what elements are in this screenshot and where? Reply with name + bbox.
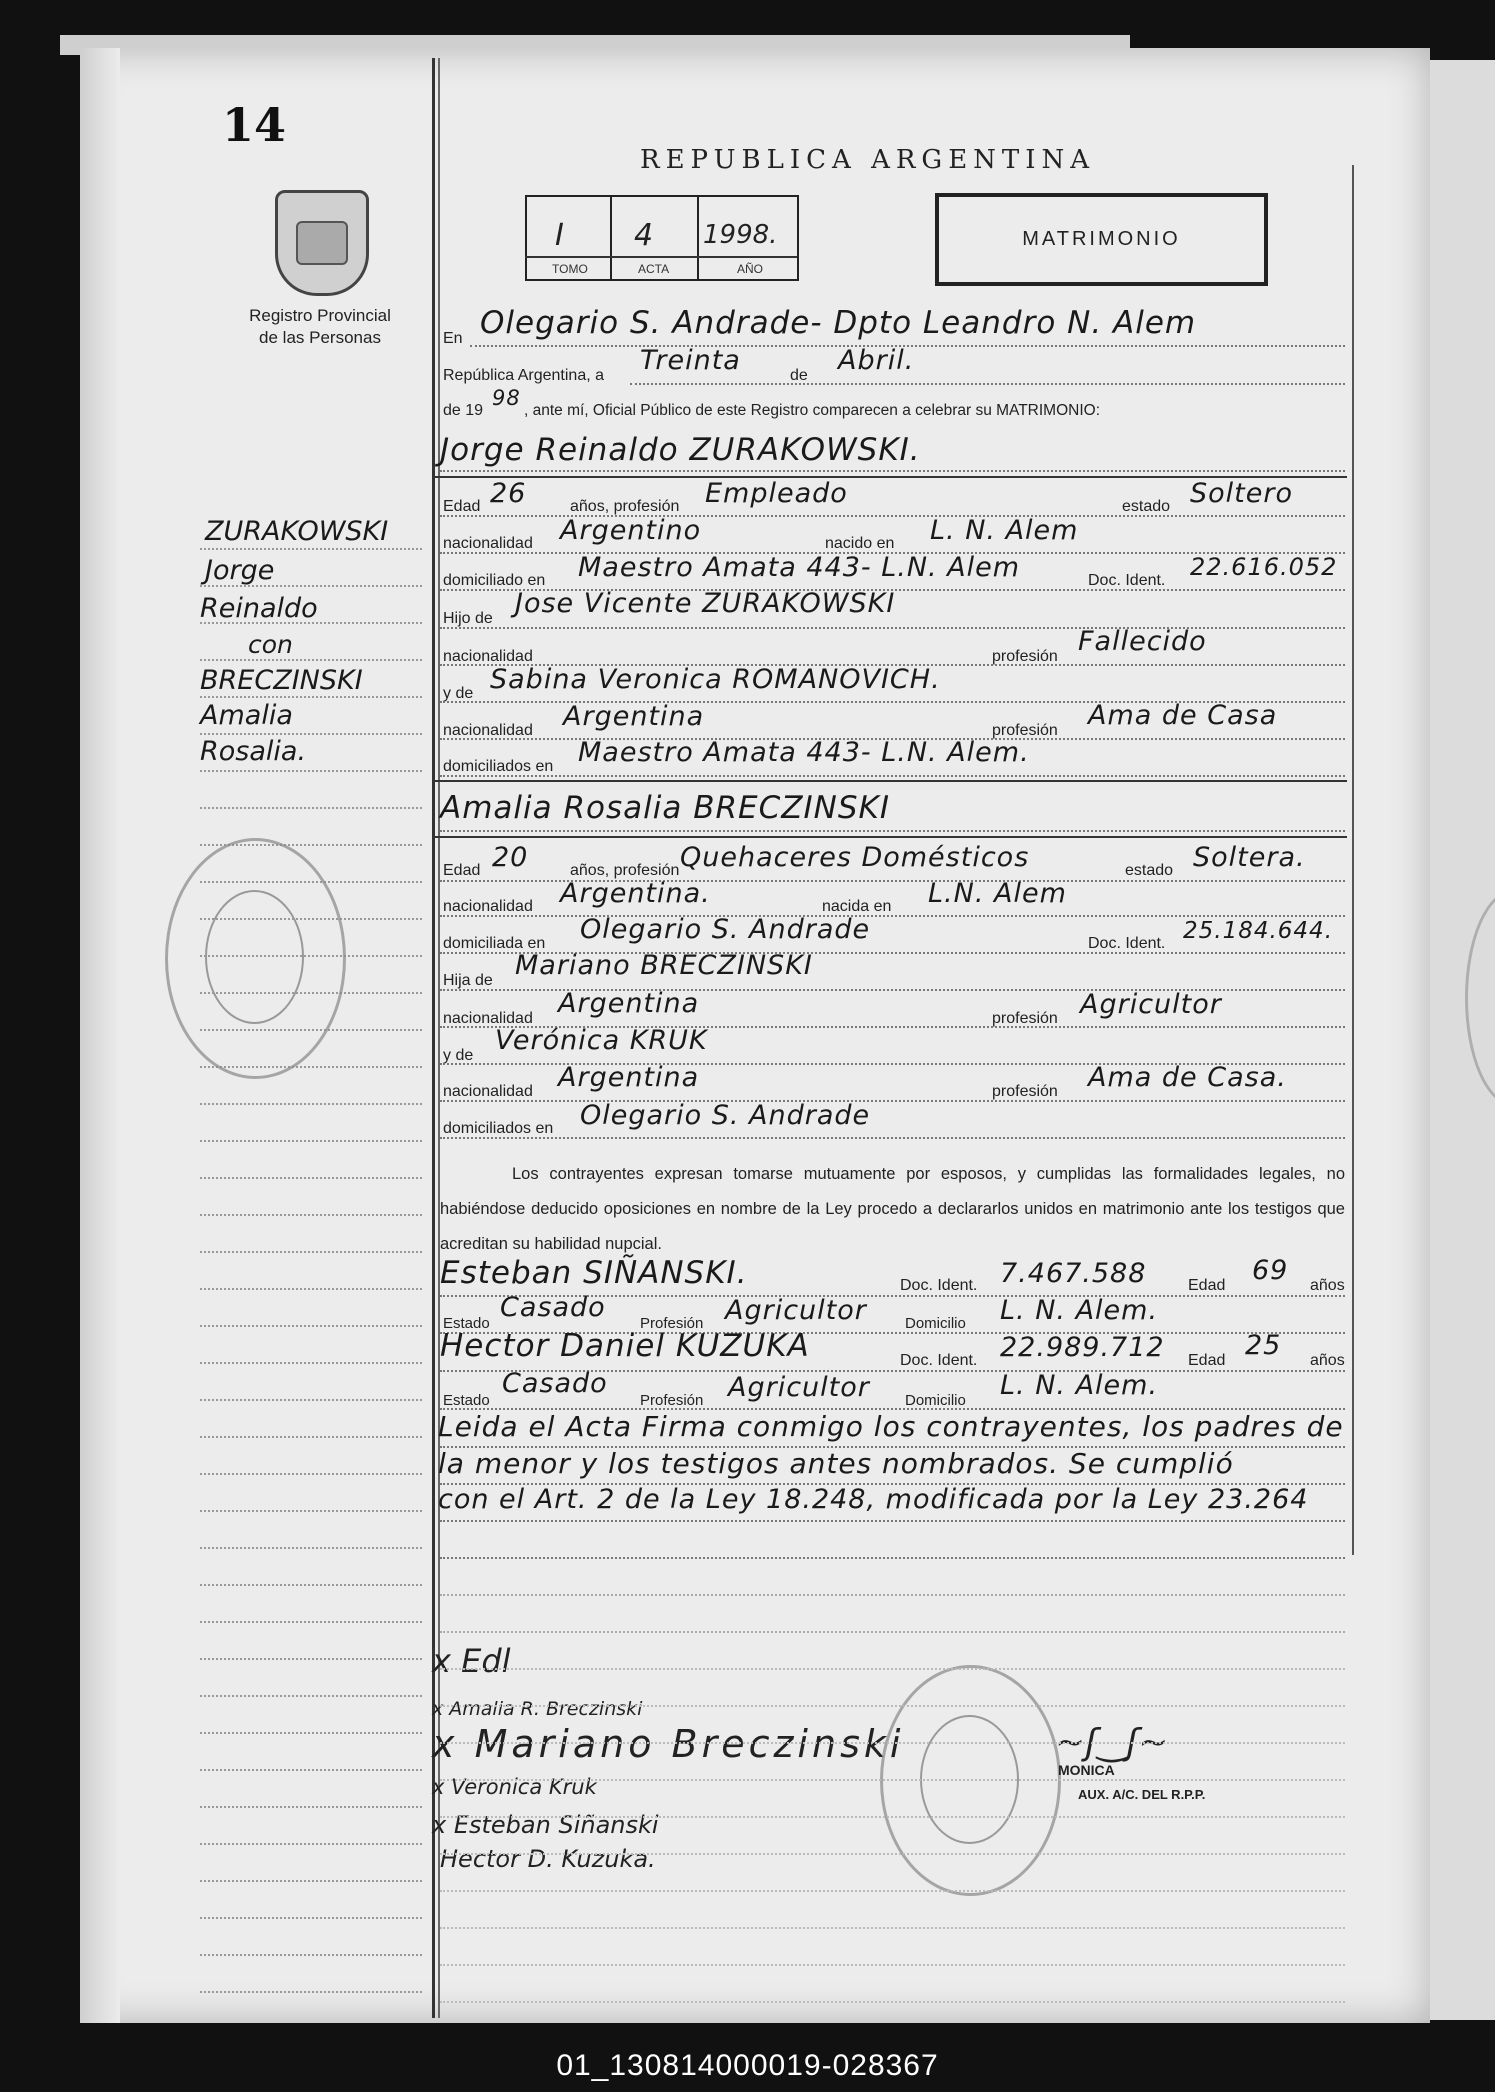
groom-profession: Empleado [705,478,848,509]
margin-line [200,1621,422,1623]
registry-name [200,305,440,349]
page-number: 14 [222,98,287,152]
bride-parents-address: Olegario S. Andrade [580,1100,871,1131]
witness-1-state-label: Estado [443,1315,490,1332]
republica-label: República Argentina, a [443,367,604,384]
witness-2-prof-label: Profesión [640,1392,704,1409]
lower-line [440,1853,1345,1855]
bride-birthplace: L.N. Alem [928,878,1067,909]
bride-father-profession: Agricultor [1080,989,1222,1020]
witness-1-age: 69 [1252,1255,1289,1286]
bride-mother-prof-label: profesión [992,1083,1058,1100]
bride-address-label: domiciliada en [443,935,546,952]
de-label: de [790,367,808,384]
document-header-country: REPUBLICA ARGENTINA [640,145,1096,175]
groom-age: 26 [490,478,527,509]
anio-value: 1998. [703,220,778,250]
margin-line [200,1214,422,1216]
line [440,1100,1345,1102]
margin-line [200,1991,422,1993]
registry-line-2: de las Personas [259,328,381,347]
bride-mother-label: y de [443,1047,474,1064]
bride-born-label: nacida en [822,898,892,915]
groom-mother-nationality: Argentina [563,701,705,732]
witness-1-age-label: Edad [1188,1277,1226,1294]
lower-line [440,1668,1345,1670]
official-stamp-line-2: AUX. A/C. DEL R.P.P. [1078,1787,1206,1802]
witness-2-years-label: años [1310,1352,1345,1369]
witness-1-doc-id: 7.467.588 [1000,1258,1147,1289]
margin-line [200,807,422,809]
line [630,383,1345,385]
margin-line [200,1325,422,1327]
lower-line [440,2001,1345,2003]
image-caption: 01_130814000019-028367 [0,2040,1495,2092]
signature-6: Hector D. Kuzuka. [440,1845,656,1873]
box-divider [697,195,699,279]
margin-line [200,1399,422,1401]
margin-line [200,1103,422,1105]
line [440,1137,1345,1139]
margin-line [200,1843,422,1845]
closing-line-1: Leida el Acta Firma conmigo los contrayentes, los padres de [438,1410,1344,1443]
line [440,1520,1345,1522]
groom-mother-profession: Ama de Casa [1088,700,1278,731]
right-margin-rule [1352,165,1354,1555]
bride-father-prof-label: profesión [992,1010,1058,1027]
lower-line [440,1927,1345,1929]
bride-age-label: Edad [443,862,481,879]
section-rule [432,836,1347,838]
witness-1-prof-label: Profesión [640,1315,704,1332]
witness-2-age-label: Edad [1188,1352,1226,1369]
place-value: Olegario S. Andrade- Dpto Leandro N. Alem [480,305,1197,341]
bride-civil-state: Soltera. [1193,842,1306,873]
witness-2-age: 25 [1245,1330,1282,1361]
witness-1-civil-state: Casado [500,1292,606,1323]
anio-label: AÑO [737,262,764,276]
margin-line [200,1510,422,1512]
bride-profession: Quehaceres Domésticos [680,842,1030,873]
bride-nationality: Argentina. [560,878,711,909]
margin-line [200,1917,422,1919]
official-stamp-line-1: MONICA [1058,1762,1115,1778]
registry-stamp-left-inner [205,890,304,1024]
groom-father: Jose Vicente ZURAKOWSKI [515,588,896,619]
lower-line [440,1742,1345,1744]
margin-line [200,1880,422,1882]
signature-1: x Edl [432,1642,511,1680]
witness-1-domicile-label: Domicilio [905,1315,966,1332]
groom-state-label: estado [1122,498,1171,515]
margin-line [200,585,422,587]
bride-mother: Verónica KRUK [495,1025,708,1056]
margin-line [200,1954,422,1956]
tomo-value: I [555,218,564,253]
margin-line [200,659,422,661]
groom-age-label: Edad [443,498,481,515]
box-divider [610,195,612,279]
signature-4: x Veronica Kruk [432,1775,597,1799]
margin-line [200,1695,422,1697]
groom-prof-label: años, profesión [570,498,680,515]
groom-born-label: nacido en [825,535,895,552]
tomo-label: TOMO [552,262,588,276]
witness-1-domicile: L. N. Alem. [1000,1295,1159,1326]
groom-doc-label: Doc. Ident. [1088,572,1166,589]
bride-father-nationality: Argentina [558,988,700,1019]
margin-line [200,548,422,550]
registry-line-1: Registro Provincial [249,306,391,325]
witness-2-domicile: L. N. Alem. [1000,1370,1159,1401]
witness-2-doc-id: 22.989.712 [1000,1332,1165,1363]
margin-line [200,1584,422,1586]
line [440,470,1345,472]
bride-daughter-label: Hija de [443,972,493,989]
witness-1-name: Esteban SIÑANSKI. [440,1255,748,1291]
bride-prof-label: años, profesión [570,862,680,879]
closing-line-3: con el Art. 2 de la Ley 18.248, modificada por la Ley 23.264 [438,1484,1309,1515]
margin-line [200,733,422,735]
bride-mother-nationality: Argentina [558,1062,700,1093]
signature-2: x Amalia R. Breczinski [432,1698,643,1720]
bride-mother-nat-label: nacionalidad [443,1083,533,1100]
groom-father-prof-label: profesión [992,648,1058,665]
margin-line [200,1473,422,1475]
bride-father-nat-label: nacionalidad [443,1010,533,1027]
bride-doc-id: 25.184.644. [1183,918,1333,944]
margin-note-line-1: ZURAKOWSKI [205,516,389,547]
groom-address-label: domiciliado en [443,572,546,589]
line [440,915,1345,917]
margin-line [200,1288,422,1290]
witness-2-domicile-label: Domicilio [905,1392,966,1409]
margin-line [200,1362,422,1364]
bride-father: Mariano BRECZINSKI [515,950,813,981]
margin-line [200,1251,422,1253]
witness-1-years-label: años [1310,1277,1345,1294]
margin-line [200,1658,422,1660]
witness-2-name: Hector Daniel KUZUKA [440,1328,810,1364]
margin-note-line-6: Amalia [200,700,293,731]
margin-line [200,1732,422,1734]
groom-nationality: Argentino [560,515,702,546]
box-label-rule [525,256,797,258]
margin-line [200,1436,422,1438]
groom-address: Maestro Amata 443- L.N. Alem [578,552,1021,583]
page-binding-shadow [80,48,120,2023]
year-prefix: de 19 [443,402,484,419]
margin-line [200,1547,422,1549]
line [440,830,1345,832]
en-label: En [443,330,463,347]
acta-label: ACTA [638,262,670,276]
lower-line [440,1890,1345,1892]
bride-parents-address-label: domiciliados en [443,1120,554,1137]
closing-line-2: la menor y los testigos antes nombrados. Se cumplió [438,1447,1234,1480]
official-signature: ~ʃ‿ʃ~ [1055,1722,1169,1763]
margin-note-line-5: BRECZINSKI [200,665,363,696]
bride-nat-label: nacionalidad [443,898,533,915]
lower-line [440,1964,1345,1966]
groom-nat-label: nacionalidad [443,535,533,552]
line [440,627,1345,629]
groom-mother: Sabina Veronica ROMANOVICH. [490,664,941,695]
witness-2-state-label: Estado [443,1392,490,1409]
groom-parents-address-label: domiciliados en [443,758,554,775]
groom-mother-label: y de [443,685,474,702]
lower-line [440,1816,1345,1818]
groom-father-profession: Fallecido [1078,626,1207,657]
witness-2-civil-state: Casado [502,1368,608,1399]
margin-line [200,1806,422,1808]
groom-birthplace: L. N. Alem [930,515,1079,546]
signature-3: x Mariano Breczinski [432,1722,905,1766]
witness-2-profession: Agricultor [728,1372,870,1403]
groom-mother-nat-label: nacionalidad [443,722,533,739]
groom-father-nat-label: nacionalidad [443,648,533,665]
section-rule [432,780,1347,782]
margin-line [200,1177,422,1179]
margin-note-line-7: Rosalia. [200,736,307,767]
margin-note-line-2: Jorge [205,555,275,586]
margin-line [200,770,422,772]
margin-line [200,1769,422,1771]
province-crest-icon [275,190,369,296]
groom-name: Jorge Reinaldo ZURAKOWSKI. [440,432,921,468]
witness-1-doc-label: Doc. Ident. [900,1277,978,1294]
groom-doc-id: 22.616.052 [1190,553,1338,581]
lower-line [440,1779,1345,1781]
lower-line [440,1705,1345,1707]
bride-doc-label: Doc. Ident. [1088,935,1166,952]
bride-name: Amalia Rosalia BRECZINSKI [440,790,890,826]
month-value: Abril. [838,345,915,376]
signature-5: x Esteban Siñanski [432,1811,659,1839]
margin-line [200,696,422,698]
line [440,1557,1345,1559]
groom-son-label: Hijo de [443,610,493,627]
acta-value: 4 [634,218,654,253]
margin-line [200,622,422,624]
groom-parents-address: Maestro Amata 443- L.N. Alem. [578,737,1030,768]
margin-note-line-3: Reinaldo [200,593,318,624]
bride-age: 20 [492,842,529,873]
margin-line [200,1140,422,1142]
bride-mother-profession: Ama de Casa. [1088,1062,1287,1093]
line [440,1594,1345,1596]
witness-2-doc-label: Doc. Ident. [900,1352,978,1369]
line [440,775,1345,777]
margin-note-line-4: con [248,630,293,659]
bride-address: Olegario S. Andrade [580,914,871,945]
year-suffix: 98 [492,386,521,410]
groom-mother-prof-label: profesión [992,722,1058,739]
appearance-statement: , ante mí, Oficial Público de este Registro comparecen a celebrar su MATRIMONIO: [524,402,1101,419]
document-type-box: MATRIMONIO [935,193,1268,286]
bride-state-label: estado [1125,862,1174,879]
declaration-paragraph: Los contrayentes expresan tomarse mutuamente por esposos, y cumplidas las formalidades legales, no habiéndose deducido oposiciones en nombre de la Ley procedo a declararlos unidos en matrimonio ante los testigos que acreditan su habilidad nupcial. [440,1165,1345,1253]
line [440,1631,1345,1633]
groom-civil-state: Soltero [1190,478,1293,509]
witness-1-profession: Agricultor [725,1295,867,1326]
day-value: Treinta [640,345,741,376]
